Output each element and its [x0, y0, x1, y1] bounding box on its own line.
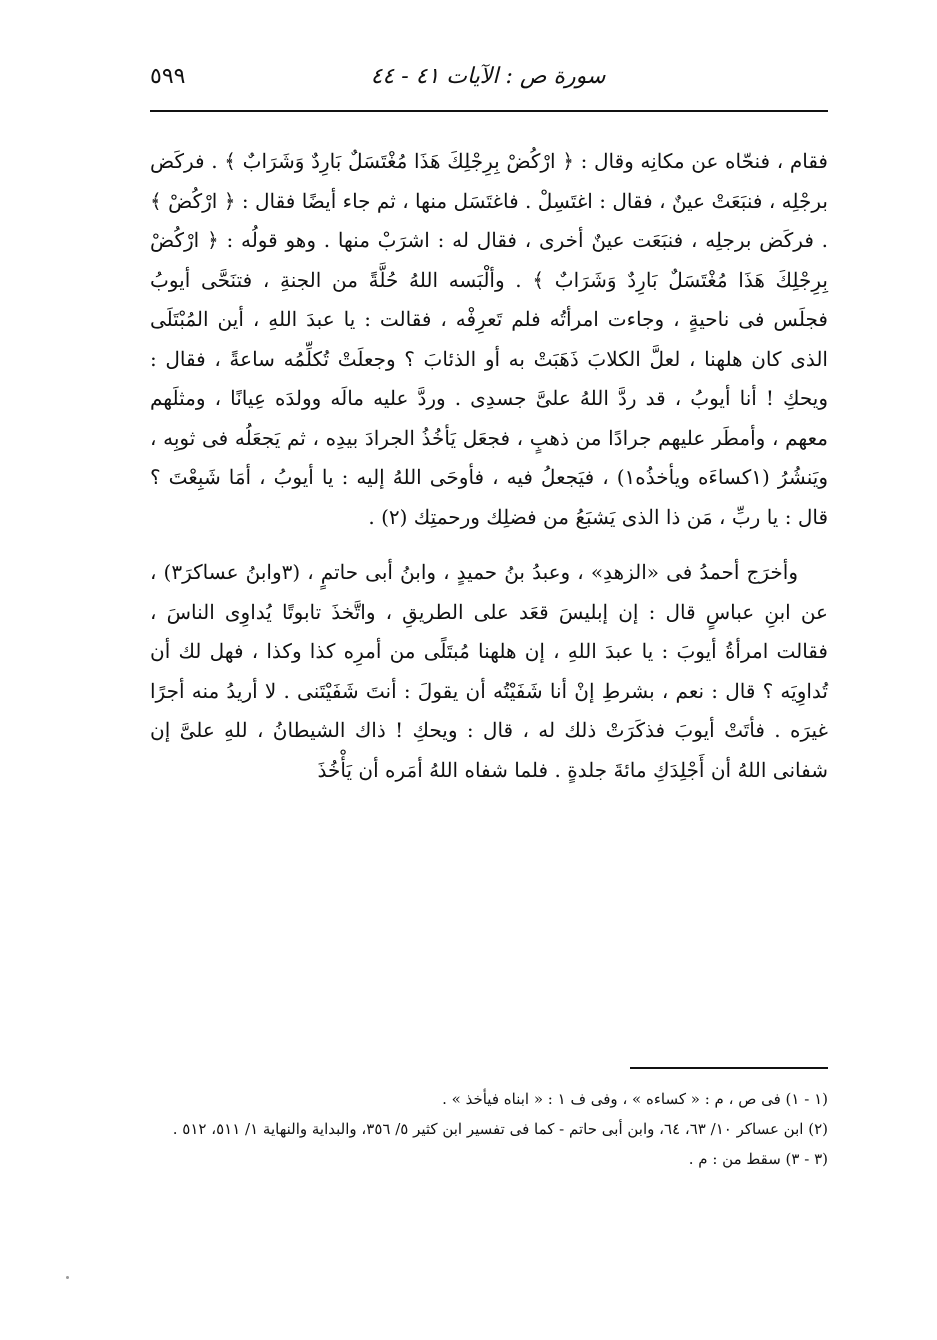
page-header	[150, 62, 826, 98]
footnote-2: (٢) ابن عساكر ١٠/ ٦٣، ٦٤، وابن أبى حاتم - كما فى تفسير ابن كثير ٥/ ٣٥٦، والبداية والنهاية ١/ ٥١١، ٥١٢ .	[172, 1120, 828, 1138]
paragraph-2: وأخرَج أحمدُ فى «الزهدِ» ، وعبدُ بنُ حميدٍ ، وابنُ أبى حاتمٍ ، (٣وابنُ عساكرَ٣) ، عن ابنِ عباسٍ قال : إن إبليسَ قعَد على الطريقِ ، واتَّخذَ تابوتًا يُداوِى الناسَ ، فقالت امرأةُ أيوبَ : يا عبدَ اللهِ ، إن هلهنا مُبتَلًى من أمرِه كذا وكذا ، فهل لك أن تُداوِيَه ؟ قال : نعم ، بشرطِ إنْ أنا شَفَيْتُه أن يقولَ : أنتَ شَفَيْتَنى . لا أريدُ منه أجرًا غيرَه . فأتَتْ أيوبَ فذكَرَتْ ذلك له ، قال : ويحكِ ! ذاك الشيطانُ ، للهِ علىَّ إن شفانى اللهُ أن أَجْلِدَكِ مائةَ جلدةٍ . فلما شفاه اللهُ أمَره أن يَأْخُذَ	[150, 560, 828, 782]
paragraph-1: فقام ، فنحّاه عن مكانِه وقال : ﴿ ارْكُضْ بِرِجْلِكَ هَذَا مُغْتَسَلٌ بَارِدٌ وَشَرَابٌ ﴾ . فركَض برجْلِه ، فنبَعَتْ عينٌ ، فقال : اغتَسِلْ . فاغتَسَل منها ، ثم جاء أيضًا فقال : ﴿ ارْكُضْ ﴾ . فركَض برجلِه ، فنبَعَت عينٌ أخرى ، فقال له : اشرَبْ منها . وهو قولُه : ﴿ ارْكُضْ بِرِجْلِكَ هَذَا مُغْتَسَلٌ بَارِدٌ وَشَرَابٌ ﴾ . وألْبَسه اللهُ حُلَّةً من الجنةِ ، فتنَحَّى أيوبُ فجلَس فى ناحيةٍ ، وجاءت امرأتُه فلم تَعرِفْه ، فقالت : يا عبدَ اللهِ ، أين المُبْتَلَى الذى كان هلهنا ، لعلَّ الكلابَ ذَهَبَتْ به أو الذئابَ ؟ وجعلَتْ تُكلِّمُه ساعةً ، فقال : ويحكِ ! أنا أيوبُ ، قد ردَّ اللهُ علىَّ جسدِى . وردَّ عليه مالَه وولدَه عِيانًا ، ومثلَهم معهم ، وأمطَر عليهم جرادًا من ذهبٍ ، فجعَل يَأخُذُ الجرادَ بيدِه ، ثم يَجعَلُه فى ثوبِه ، ويَنشُرُ (١كساءَه ويأخذُه١) ، فيَجعلُ فيه ، فأوحَى اللهُ إليه : يا أيوبُ ، أمَا شَبِعْتَ ؟ قال : يا ربِّ ، مَن ذا الذى يَشبَعُ من فضلِك ورحمتِك (٢) .	[150, 149, 829, 529]
header-divider	[150, 110, 828, 112]
running-title: سورة ص : الآيات ٤١ - ٤٤	[370, 64, 606, 89]
footnote-3: (٣ - ٣) سقط من : م .	[688, 1150, 828, 1168]
scan-speck	[66, 1276, 69, 1279]
main-text	[150, 142, 828, 790]
footnote-divider	[630, 1067, 828, 1069]
footnotes	[150, 1084, 828, 1174]
page-number: ٥٩٩	[150, 64, 186, 89]
footnote-1: (١ - ١) فى ص ، م : « كساءه » ، وفى ف ١ : « ابناه فيأخذ » .	[442, 1090, 828, 1108]
